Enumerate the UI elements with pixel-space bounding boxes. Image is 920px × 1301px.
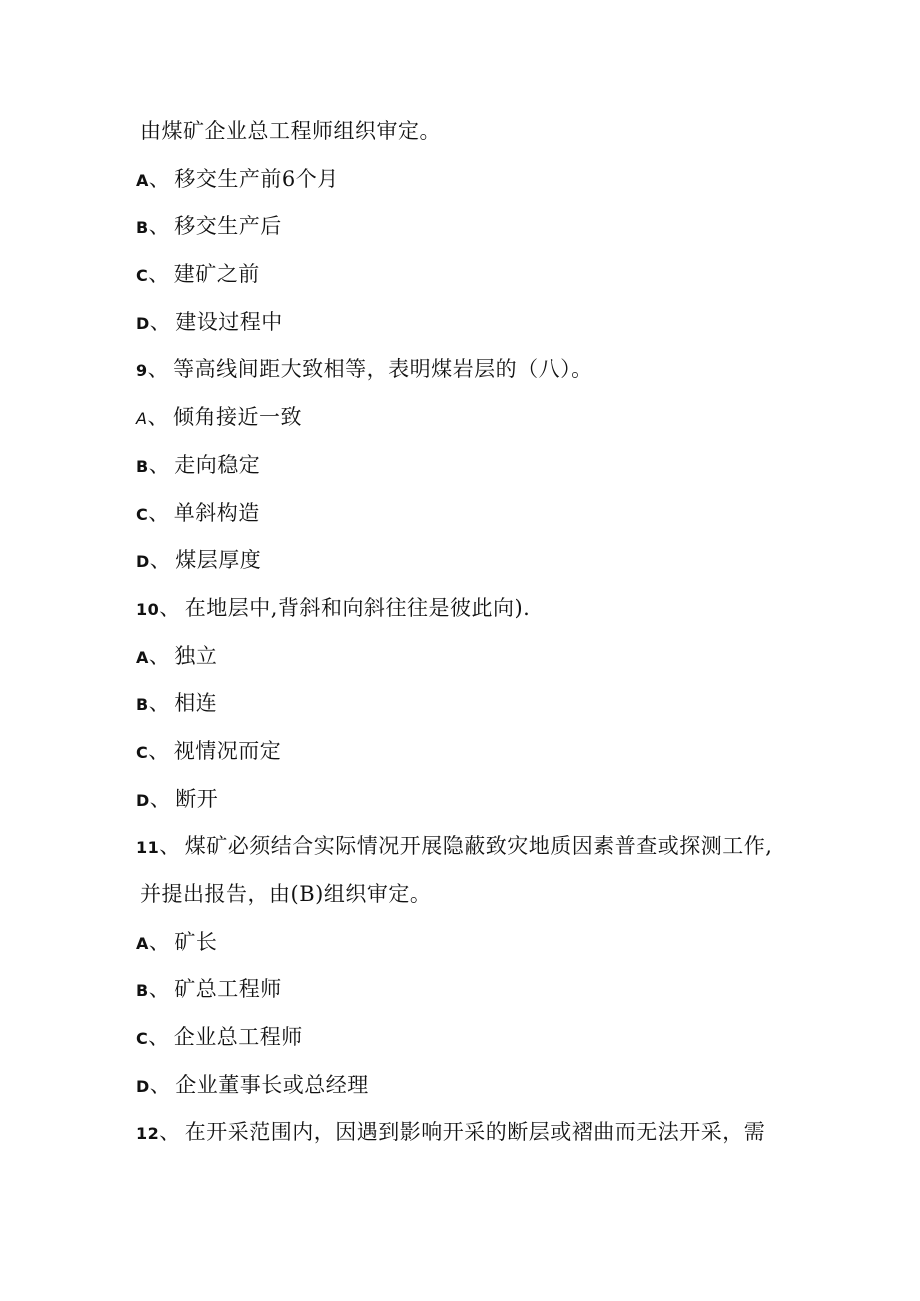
option-line bbox=[136, 637, 836, 685]
option-line bbox=[136, 970, 836, 1018]
item-separator: 、 bbox=[148, 262, 170, 287]
item-separator: 、 bbox=[149, 309, 172, 334]
item-label: C bbox=[136, 266, 149, 286]
item-label: D bbox=[136, 790, 150, 810]
question-text: 在开采范围内，因遇到影响开采的断层或褶曲而无法开采，需 bbox=[184, 1120, 766, 1145]
item-text: 移交生产后 bbox=[174, 214, 282, 239]
option-line bbox=[136, 255, 836, 303]
item-separator: 、 bbox=[148, 500, 170, 525]
option-line bbox=[136, 303, 836, 351]
item-text: 移交生产前6个月 bbox=[174, 166, 339, 191]
option-line bbox=[136, 398, 836, 446]
item-separator: 、 bbox=[148, 214, 171, 239]
option-line bbox=[136, 1018, 836, 1066]
question-line bbox=[136, 589, 836, 637]
item-label: D bbox=[136, 1076, 150, 1096]
item-separator: 、 bbox=[149, 786, 172, 811]
question-text: 煤矿必须结合实际情况开展隐蔽致灾地质因素普查或探测工作, bbox=[184, 834, 773, 859]
question-number: 9 bbox=[136, 361, 148, 381]
item-separator: 、 bbox=[148, 643, 171, 668]
question-line bbox=[136, 827, 836, 875]
item-separator: 、 bbox=[148, 166, 171, 191]
question-text-continued: 并提出报告，由(B)组织审定。 bbox=[140, 882, 432, 906]
item-text: 煤层厚度 bbox=[175, 548, 262, 573]
item-label: D bbox=[136, 313, 150, 333]
item-separator: 、 bbox=[149, 548, 172, 573]
item-separator: 、 bbox=[159, 595, 181, 620]
item-separator: 、 bbox=[147, 357, 170, 382]
document-page bbox=[136, 112, 836, 1161]
question-number: 10 bbox=[136, 599, 160, 619]
item-label: D bbox=[136, 552, 150, 572]
item-separator: 、 bbox=[149, 1072, 172, 1097]
item-separator: 、 bbox=[148, 1025, 170, 1050]
option-line bbox=[136, 684, 836, 732]
item-label: A bbox=[136, 933, 149, 953]
item-text: 相连 bbox=[174, 691, 218, 716]
item-label: B bbox=[136, 981, 149, 1001]
option-line bbox=[136, 446, 836, 494]
item-text: 断开 bbox=[175, 786, 219, 811]
item-text: 视情况而定 bbox=[173, 738, 282, 763]
text-line bbox=[136, 875, 836, 923]
item-text: 企业总工程师 bbox=[173, 1025, 303, 1050]
question-number: 12 bbox=[136, 1124, 160, 1144]
item-separator: 、 bbox=[148, 738, 170, 763]
item-label: B bbox=[136, 695, 149, 715]
item-label: C bbox=[136, 504, 149, 524]
option-line bbox=[136, 732, 836, 780]
item-label: B bbox=[136, 218, 149, 238]
item-label: C bbox=[136, 1029, 149, 1049]
question-number: 11 bbox=[136, 838, 160, 858]
option-line bbox=[136, 160, 836, 208]
question-text: 在地层中,背斜和向斜往往是彼此向). bbox=[184, 595, 531, 620]
item-text: 倾角接近一致 bbox=[172, 405, 302, 430]
item-separator: 、 bbox=[159, 1120, 181, 1145]
option-line bbox=[136, 780, 836, 828]
item-label: B bbox=[136, 456, 149, 476]
item-text: 矿长 bbox=[174, 929, 218, 954]
text-line bbox=[136, 112, 836, 160]
option-line bbox=[136, 923, 836, 971]
question-text: 等高线间距大致相等，表明煤岩层的（八）。 bbox=[173, 357, 593, 382]
item-separator: 、 bbox=[159, 834, 181, 859]
option-line bbox=[136, 207, 836, 255]
option-line bbox=[136, 1066, 836, 1114]
item-separator: 、 bbox=[148, 452, 171, 477]
item-text: 矿总工程师 bbox=[174, 977, 282, 1002]
item-text: 独立 bbox=[174, 643, 218, 668]
item-text: 企业董事长或总经理 bbox=[175, 1072, 369, 1097]
item-text: 单斜构造 bbox=[173, 500, 260, 525]
question-line bbox=[136, 350, 836, 398]
item-text: 建矿之前 bbox=[173, 262, 260, 287]
item-separator: 、 bbox=[148, 691, 171, 716]
item-text: 由煤矿企业总工程师组织审定。 bbox=[140, 119, 441, 143]
option-line bbox=[136, 541, 836, 589]
item-text: 走向稳定 bbox=[174, 452, 261, 477]
item-separator: 、 bbox=[147, 405, 169, 430]
item-label: A bbox=[136, 409, 148, 429]
item-label: A bbox=[136, 170, 149, 190]
item-separator: 、 bbox=[148, 977, 171, 1002]
item-label: A bbox=[136, 647, 149, 667]
item-text: 建设过程中 bbox=[175, 309, 283, 334]
question-line bbox=[136, 1113, 836, 1161]
item-separator: 、 bbox=[148, 929, 171, 954]
item-label: C bbox=[136, 742, 149, 762]
option-line bbox=[136, 494, 836, 542]
